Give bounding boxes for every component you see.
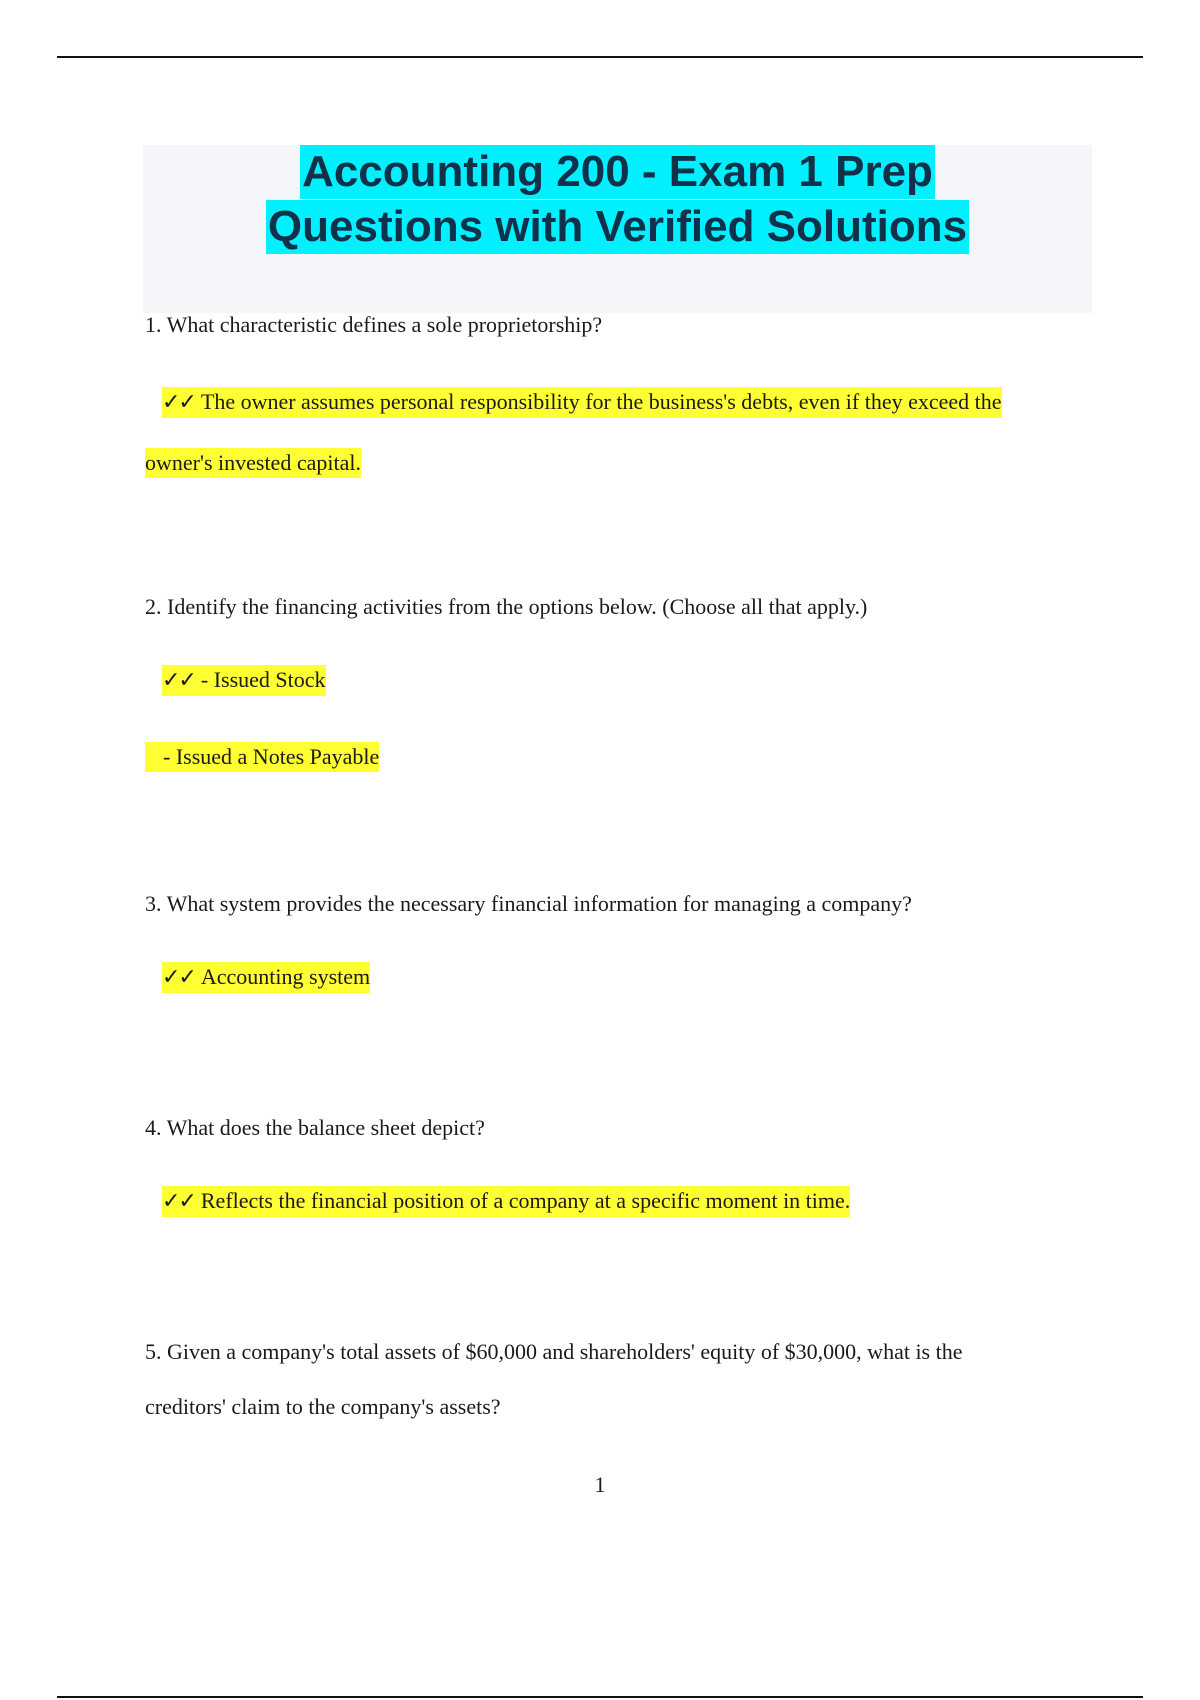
check-icon: ✓✓ — [162, 390, 195, 415]
answer-1-line-2: owner's invested capital. — [145, 448, 361, 478]
answer-4: ✓✓ Reflects the financial position of a company at a specific moment in time. — [162, 1186, 850, 1217]
question-3: 3. What system provides the necessary financial information for managing a company? — [145, 891, 912, 916]
header-rule — [57, 56, 1143, 58]
page-number: 1 — [594, 1472, 606, 1497]
question-2: 2. Identify the financing activities from the options below. (Choose all that apply.) — [145, 594, 868, 619]
answer-1-line-1: ✓✓ The owner assumes personal responsibility for the business's debts, even if they exceed the — [162, 387, 1002, 418]
question-5-line-2: creditors' claim to the company's assets? — [145, 1394, 501, 1419]
question-5-line-1: 5. Given a company's total assets of $60,000 and shareholders' equity of $30,000, what is the — [145, 1339, 963, 1364]
answer-2-line-1: ✓✓ - Issued Stock — [162, 665, 326, 696]
answer-2-line-2: - Issued a Notes Payable — [145, 742, 379, 772]
check-icon: ✓✓ — [162, 965, 195, 990]
answer-3: ✓✓ Accounting system — [162, 962, 370, 993]
page-title-line-1: Accounting 200 - Exam 1 Prep — [300, 145, 935, 199]
check-icon: ✓✓ — [162, 1189, 195, 1214]
check-icon: ✓✓ — [162, 668, 195, 693]
question-1: 1. What characteristic defines a sole proprietorship? — [145, 312, 603, 337]
question-4: 4. What does the balance sheet depict? — [145, 1115, 485, 1140]
page-title-line-2: Questions with Verified Solutions — [266, 200, 969, 254]
title-banner — [143, 145, 1092, 313]
footer-rule — [57, 1696, 1143, 1698]
